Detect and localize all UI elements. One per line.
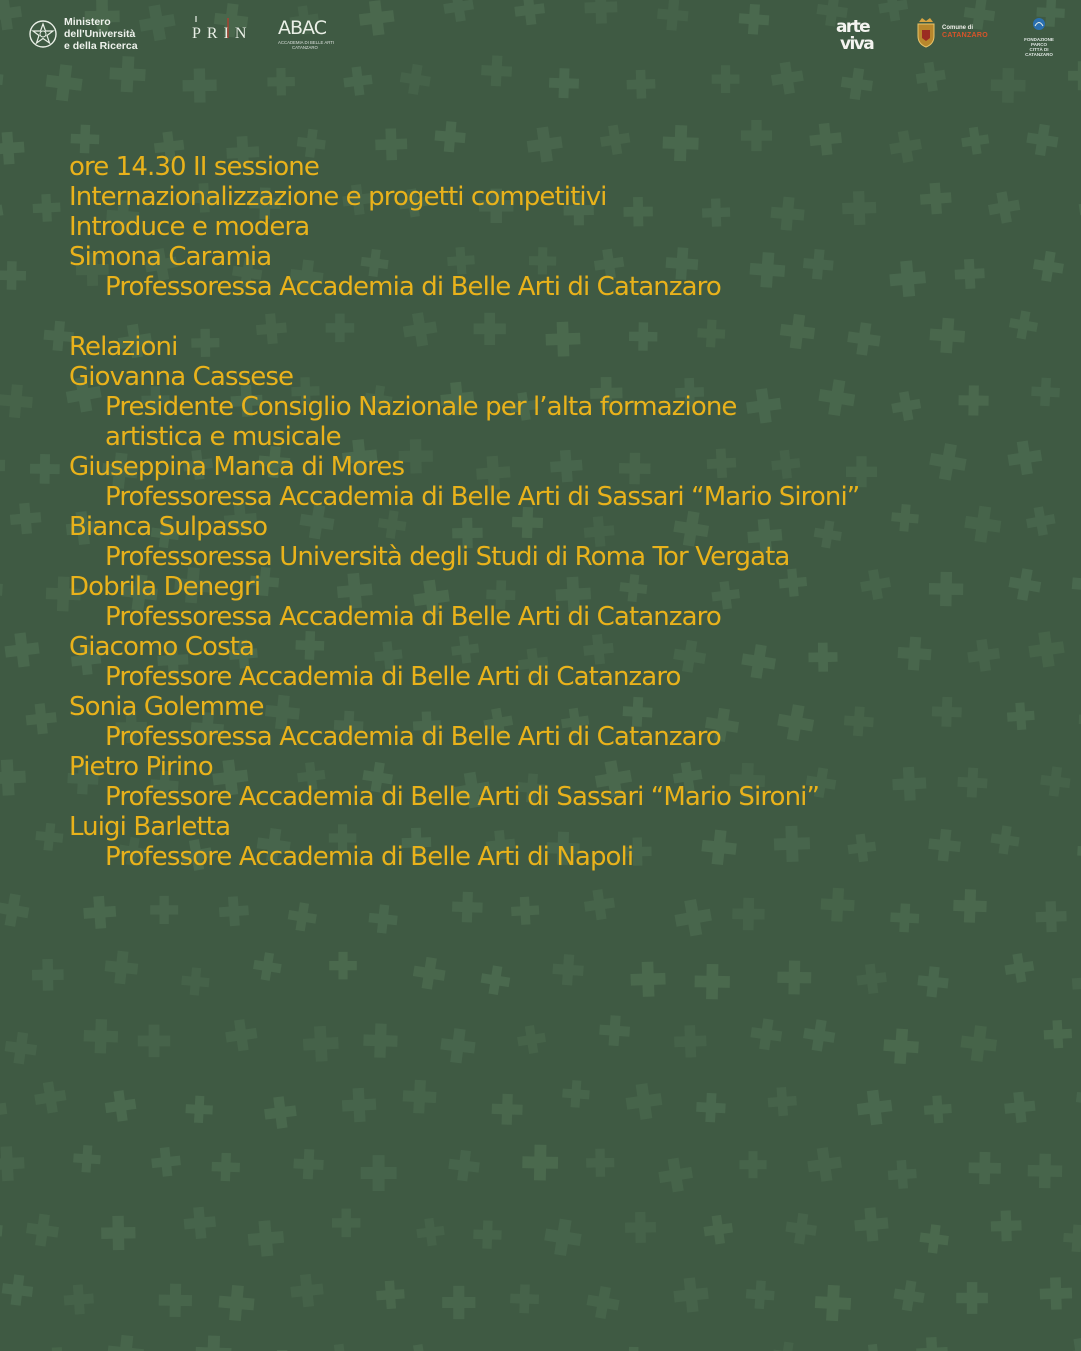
pattern-cross xyxy=(289,1273,325,1309)
moderator-label: Introduce e modera xyxy=(69,212,310,242)
session-time-title: ore 14.30 II sessione xyxy=(69,152,319,182)
pattern-cross xyxy=(1063,1224,1081,1253)
pattern-cross xyxy=(30,454,60,484)
speaker-role: Professore Accademia di Belle Arti di Catanzaro xyxy=(105,662,681,692)
pattern-cross xyxy=(434,120,467,153)
pattern-cross xyxy=(158,1283,192,1317)
pattern-cross xyxy=(1062,1336,1081,1351)
pattern-cross xyxy=(510,1284,540,1314)
pattern-cross xyxy=(101,1216,136,1251)
pattern-cross xyxy=(25,702,58,735)
pattern-cross xyxy=(959,1024,999,1064)
mur-line-2: dell'Università xyxy=(64,28,136,40)
pattern-cross xyxy=(0,1211,4,1247)
pattern-cross xyxy=(990,1210,1022,1242)
pattern-cross xyxy=(473,1220,502,1249)
pattern-cross xyxy=(361,1155,397,1191)
speaker-role: Presidente Consiglio Nazionale per l’alta formazione xyxy=(105,392,737,422)
speaker-role: Professore Accademia di Belle Arti di Napoli xyxy=(105,842,634,872)
pattern-cross xyxy=(953,889,987,923)
pattern-cross xyxy=(34,822,64,852)
pattern-cross xyxy=(0,261,26,290)
pattern-cross xyxy=(302,1025,339,1062)
pattern-cross xyxy=(3,1030,38,1065)
speaker-role: Professoressa Università degli Studi di Roma Tor Vergata xyxy=(105,542,790,572)
pattern-cross xyxy=(263,1095,298,1130)
speaker-name: Luigi Barletta xyxy=(69,812,231,842)
fondazione-logo xyxy=(1022,16,1056,57)
pattern-cross xyxy=(918,1223,950,1255)
pattern-cross xyxy=(855,962,888,995)
pattern-cross xyxy=(324,1343,357,1351)
speaker-name: Sonia Golemme xyxy=(69,692,264,722)
pattern-cross xyxy=(583,888,617,922)
speaker-name: Giovanna Cassese xyxy=(69,362,294,392)
speaker-name: Giuseppina Manca di Mores xyxy=(69,452,405,482)
abac-logo-text: ABAC xyxy=(278,17,326,39)
arteviva-line-2: viva xyxy=(840,34,874,52)
pattern-cross xyxy=(0,194,5,231)
pattern-cross xyxy=(784,1212,818,1246)
pattern-cross xyxy=(674,1025,707,1058)
pattern-cross xyxy=(702,1214,734,1246)
pattern-cross xyxy=(630,961,666,997)
pattern-cross xyxy=(859,1343,889,1351)
pattern-cross xyxy=(332,1209,360,1237)
pattern-cross xyxy=(182,68,217,103)
pattern-cross xyxy=(442,1286,475,1319)
pattern-cross xyxy=(1071,566,1081,604)
pattern-cross xyxy=(452,891,483,922)
pattern-cross xyxy=(103,950,139,986)
pattern-cross xyxy=(892,1279,926,1313)
pattern-cross xyxy=(267,68,295,96)
pattern-cross xyxy=(814,1284,852,1322)
pattern-cross xyxy=(217,1284,255,1322)
arteviva-logo-mark xyxy=(834,16,884,52)
pattern-cross xyxy=(956,1282,988,1314)
pattern-cross xyxy=(341,1087,377,1123)
pattern-cross xyxy=(0,448,5,483)
pattern-cross xyxy=(624,1081,664,1121)
pattern-cross xyxy=(968,1152,1001,1185)
pattern-cross xyxy=(916,1336,949,1351)
pattern-cross xyxy=(1027,1153,1062,1188)
pattern-cross xyxy=(855,1088,893,1126)
fondazione-logo-text xyxy=(1022,37,1056,57)
pattern-cross xyxy=(990,68,1025,103)
abac-logo xyxy=(278,14,338,56)
pattern-cross xyxy=(70,124,99,153)
pattern-cross xyxy=(767,1086,798,1117)
pattern-cross xyxy=(657,1156,695,1194)
pattern-cross xyxy=(293,1149,324,1180)
pattern-cross xyxy=(672,1276,710,1314)
pattern-cross xyxy=(367,903,398,934)
pattern-cross xyxy=(404,1343,437,1351)
pattern-cross xyxy=(916,965,949,998)
pattern-cross xyxy=(25,1212,61,1248)
pattern-cross xyxy=(247,1219,285,1257)
speaker-name: Giacomo Costa xyxy=(69,632,255,662)
pattern-cross xyxy=(211,1152,240,1181)
comune-line-2: CATANZARO xyxy=(942,32,988,39)
pattern-cross xyxy=(0,1091,9,1129)
speaker-role: Professoressa Accademia di Belle Arti di Sassari “Mario Sironi” xyxy=(105,482,860,512)
pattern-cross xyxy=(0,892,31,929)
pattern-cross xyxy=(0,383,34,419)
abac-logo-mark xyxy=(278,14,338,52)
pattern-cross xyxy=(0,570,4,608)
pattern-cross xyxy=(63,1284,95,1316)
pattern-cross xyxy=(0,1273,34,1307)
fond-line-2: PARCO xyxy=(1031,42,1047,47)
arteviva-line-1: arte xyxy=(836,17,870,37)
mur-logo xyxy=(28,16,138,52)
pattern-cross xyxy=(150,896,178,924)
pattern-cross xyxy=(552,953,585,986)
pattern-cross xyxy=(619,1347,648,1351)
pattern-cross xyxy=(739,1151,766,1178)
pattern-cross xyxy=(1035,901,1067,933)
pattern-cross xyxy=(106,1334,145,1351)
pattern-cross xyxy=(853,1206,889,1242)
pattern-cross xyxy=(224,1018,259,1053)
pattern-cross xyxy=(103,1089,137,1123)
pattern-cross xyxy=(549,68,580,99)
abac-subtitle-2: CATANZARO xyxy=(292,45,318,50)
pattern-cross xyxy=(820,887,855,922)
fond-line-1: FONDAZIONE xyxy=(1024,37,1054,42)
pattern-cross xyxy=(479,964,512,997)
section-spacer xyxy=(69,302,1059,332)
pattern-cross xyxy=(138,1025,171,1058)
pattern-cross xyxy=(0,1146,25,1182)
pattern-cross xyxy=(218,896,249,927)
pattern-cross xyxy=(195,1335,232,1351)
pattern-cross xyxy=(375,1280,405,1310)
pattern-cross xyxy=(1071,965,1081,1001)
pattern-cross xyxy=(626,69,656,99)
prin-logo-mark xyxy=(192,14,252,44)
pattern-cross xyxy=(887,1159,917,1189)
speaker-name: Dobrila Denegri xyxy=(69,572,261,602)
pattern-cross xyxy=(252,951,283,982)
pattern-cross xyxy=(771,1340,803,1351)
comune-line-1: Comune di xyxy=(942,25,973,31)
speaker-role: Professoressa Accademia di Belle Arti di Catanzaro xyxy=(105,602,721,632)
comune-logo xyxy=(914,16,988,48)
mur-line-1: Ministero xyxy=(64,16,111,28)
pattern-cross xyxy=(1003,1091,1036,1124)
pattern-cross xyxy=(1077,836,1081,866)
pattern-cross xyxy=(749,1017,784,1052)
pattern-cross xyxy=(694,964,730,1000)
mur-line-3: e della Ricerca xyxy=(64,40,138,52)
session-theme: Internazionalizzazione e progetti competitivi xyxy=(69,182,607,212)
pattern-cross xyxy=(72,1144,101,1173)
pattern-cross xyxy=(286,901,318,933)
pattern-cross xyxy=(439,1027,477,1065)
pattern-cross xyxy=(672,897,714,939)
pattern-cross xyxy=(150,1146,182,1178)
pattern-cross xyxy=(180,967,210,997)
mur-logo-text xyxy=(64,16,138,52)
prin-logo xyxy=(192,14,252,48)
pattern-cross xyxy=(363,1023,398,1058)
fond-line-4: CATANZARO xyxy=(1025,52,1053,57)
pattern-cross xyxy=(32,959,64,991)
moderator-role: Professoressa Accademia di Belle Arti di Catanzaro xyxy=(105,272,721,302)
prin-logo-text: PRIN xyxy=(192,25,252,42)
speaker-role: Professoressa Accademia di Belle Arti di Catanzaro xyxy=(105,722,721,752)
pattern-cross xyxy=(185,1095,213,1123)
comune-logo-text xyxy=(942,25,988,39)
pattern-cross xyxy=(522,1144,558,1180)
pattern-cross xyxy=(415,1217,446,1248)
pattern-cross xyxy=(1077,189,1081,227)
pattern-cross xyxy=(883,1028,920,1065)
fondazione-emblem-icon xyxy=(1029,17,1049,31)
pattern-cross xyxy=(516,1024,548,1056)
pattern-cross xyxy=(890,903,920,933)
pattern-cross xyxy=(801,1018,836,1053)
italian-republic-emblem-icon xyxy=(28,17,58,51)
pattern-cross xyxy=(447,1149,481,1183)
moderator-name: Simona Caramia xyxy=(69,242,272,272)
pattern-cross xyxy=(0,759,27,797)
pattern-cross xyxy=(777,960,811,994)
pattern-cross xyxy=(542,1217,583,1258)
speaker-name: Pietro Pirino xyxy=(69,752,213,782)
pattern-cross xyxy=(411,955,447,991)
pattern-cross xyxy=(511,896,540,925)
pattern-cross xyxy=(3,631,41,669)
pattern-cross xyxy=(923,1095,952,1124)
pattern-cross xyxy=(839,66,874,101)
pattern-cross xyxy=(83,1019,118,1054)
session-program xyxy=(69,152,1059,872)
pattern-cross xyxy=(585,1284,622,1321)
pattern-cross xyxy=(42,1347,74,1351)
pattern-cross xyxy=(598,1015,630,1047)
pattern-cross xyxy=(732,898,765,931)
pattern-cross xyxy=(806,1146,844,1184)
pattern-cross xyxy=(33,1080,68,1115)
fond-line-3: CITTÀ DI xyxy=(1029,47,1049,52)
pattern-cross xyxy=(183,1206,217,1240)
pattern-cross xyxy=(1043,1019,1072,1048)
pattern-cross xyxy=(1075,1082,1081,1116)
header-logos xyxy=(0,0,1081,70)
pattern-cross xyxy=(562,1080,591,1109)
pattern-cross xyxy=(586,1148,615,1177)
pattern-cross xyxy=(1039,1277,1072,1310)
pattern-cross xyxy=(1003,952,1036,985)
pattern-cross xyxy=(82,895,116,929)
pattern-cross xyxy=(402,1079,437,1114)
speaker-name: Bianca Sulpasso xyxy=(69,512,268,542)
pattern-cross xyxy=(625,1212,656,1243)
pattern-cross xyxy=(32,193,61,222)
talks-label: Relazioni xyxy=(69,332,178,362)
pattern-cross xyxy=(329,952,357,980)
pattern-cross xyxy=(745,1280,775,1310)
pattern-cross xyxy=(491,1093,523,1125)
speaker-role: artistica e musicale xyxy=(105,422,341,452)
pattern-cross xyxy=(741,120,772,151)
arteviva-logo xyxy=(834,16,884,56)
speaker-role: Professore Accademia di Belle Arti di Sassari “Mario Sironi” xyxy=(105,782,820,812)
coat-of-arms-icon xyxy=(914,16,938,48)
pattern-cross xyxy=(9,502,42,535)
pattern-cross xyxy=(0,131,25,165)
abac-subtitle-1: ACCADEMIA DI BELLE ARTI xyxy=(278,40,335,45)
pattern-cross xyxy=(696,1092,727,1123)
